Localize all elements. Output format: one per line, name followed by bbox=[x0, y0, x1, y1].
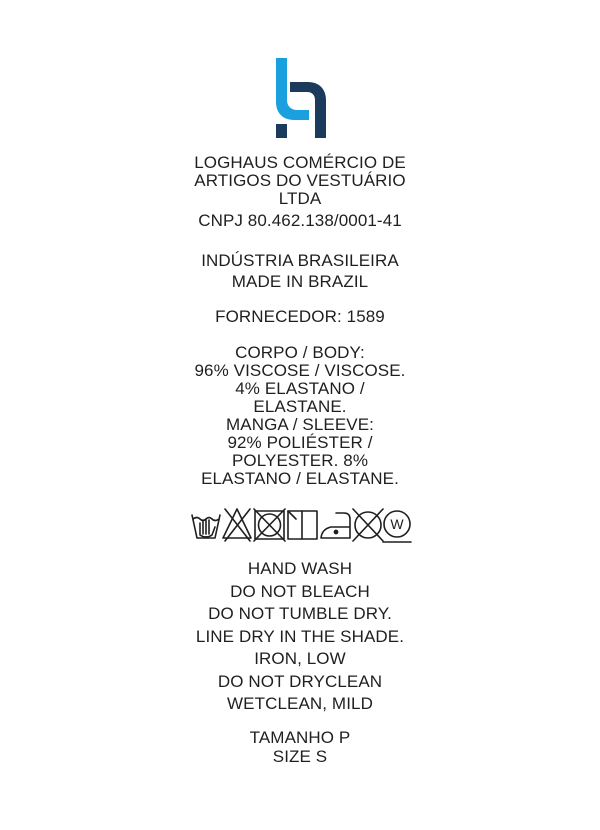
composition-line: 4% ELASTANO / bbox=[235, 379, 365, 398]
cnpj bbox=[0, 212, 600, 230]
supplier bbox=[0, 308, 600, 326]
care-instructions bbox=[0, 558, 600, 716]
care-line: LINE DRY IN THE SHADE. bbox=[195, 626, 405, 646]
iron-low-icon bbox=[321, 513, 350, 538]
care-line: HAND WASH bbox=[247, 559, 353, 578]
company-name bbox=[0, 154, 600, 208]
do-not-dryclean-icon bbox=[353, 509, 383, 541]
care-line: DO NOT DRYCLEAN bbox=[217, 671, 383, 691]
line-dry-in-shade-icon bbox=[288, 511, 317, 539]
composition-line: 92% POLIÉSTER / bbox=[227, 433, 373, 452]
wetclean-letter: W bbox=[390, 516, 404, 532]
composition-line: CORPO / BODY: bbox=[235, 343, 365, 362]
company-line-3: LTDA bbox=[278, 189, 322, 208]
wetclean-mild-icon bbox=[383, 511, 411, 542]
hand-wash-icon bbox=[192, 515, 220, 538]
do-not-tumble-dry-icon bbox=[254, 509, 285, 541]
size-en: SIZE S bbox=[272, 747, 328, 766]
composition-line: MANGA / SLEEVE: bbox=[226, 415, 374, 434]
care-line: DO NOT TUMBLE DRY. bbox=[208, 604, 392, 623]
origin-pt: INDÚSTRIA BRASILEIRA bbox=[201, 251, 399, 270]
size-pt: TAMANHO P bbox=[249, 728, 351, 747]
care-line: DO NOT BLEACH bbox=[230, 581, 370, 601]
do-not-bleach-icon bbox=[223, 509, 251, 541]
composition-line: ELASTANO / ELASTANE. bbox=[201, 469, 399, 488]
care-line: WETCLEAN, MILD bbox=[227, 694, 373, 713]
size bbox=[0, 728, 600, 766]
company-line-1: LOGHAUS COMÉRCIO DE bbox=[194, 153, 406, 172]
composition-line: ELASTANE. bbox=[253, 397, 347, 416]
composition-line: 96% VISCOSE / VISCOSE. bbox=[194, 361, 406, 380]
composition-line: POLYESTER. 8% bbox=[231, 451, 369, 470]
supplier-text: FORNECEDOR: 1589 bbox=[215, 307, 385, 326]
loghaus-logo-icon bbox=[276, 58, 326, 138]
origin bbox=[0, 250, 600, 292]
cnpj-text: CNPJ 80.462.138/0001-41 bbox=[198, 211, 402, 230]
composition bbox=[0, 344, 600, 488]
care-line: IRON, LOW bbox=[254, 649, 346, 668]
origin-en: MADE IN BRAZIL bbox=[231, 272, 369, 291]
care-symbols bbox=[190, 505, 412, 545]
company-line-2: ARTIGOS DO VESTUÁRIO bbox=[194, 171, 406, 190]
